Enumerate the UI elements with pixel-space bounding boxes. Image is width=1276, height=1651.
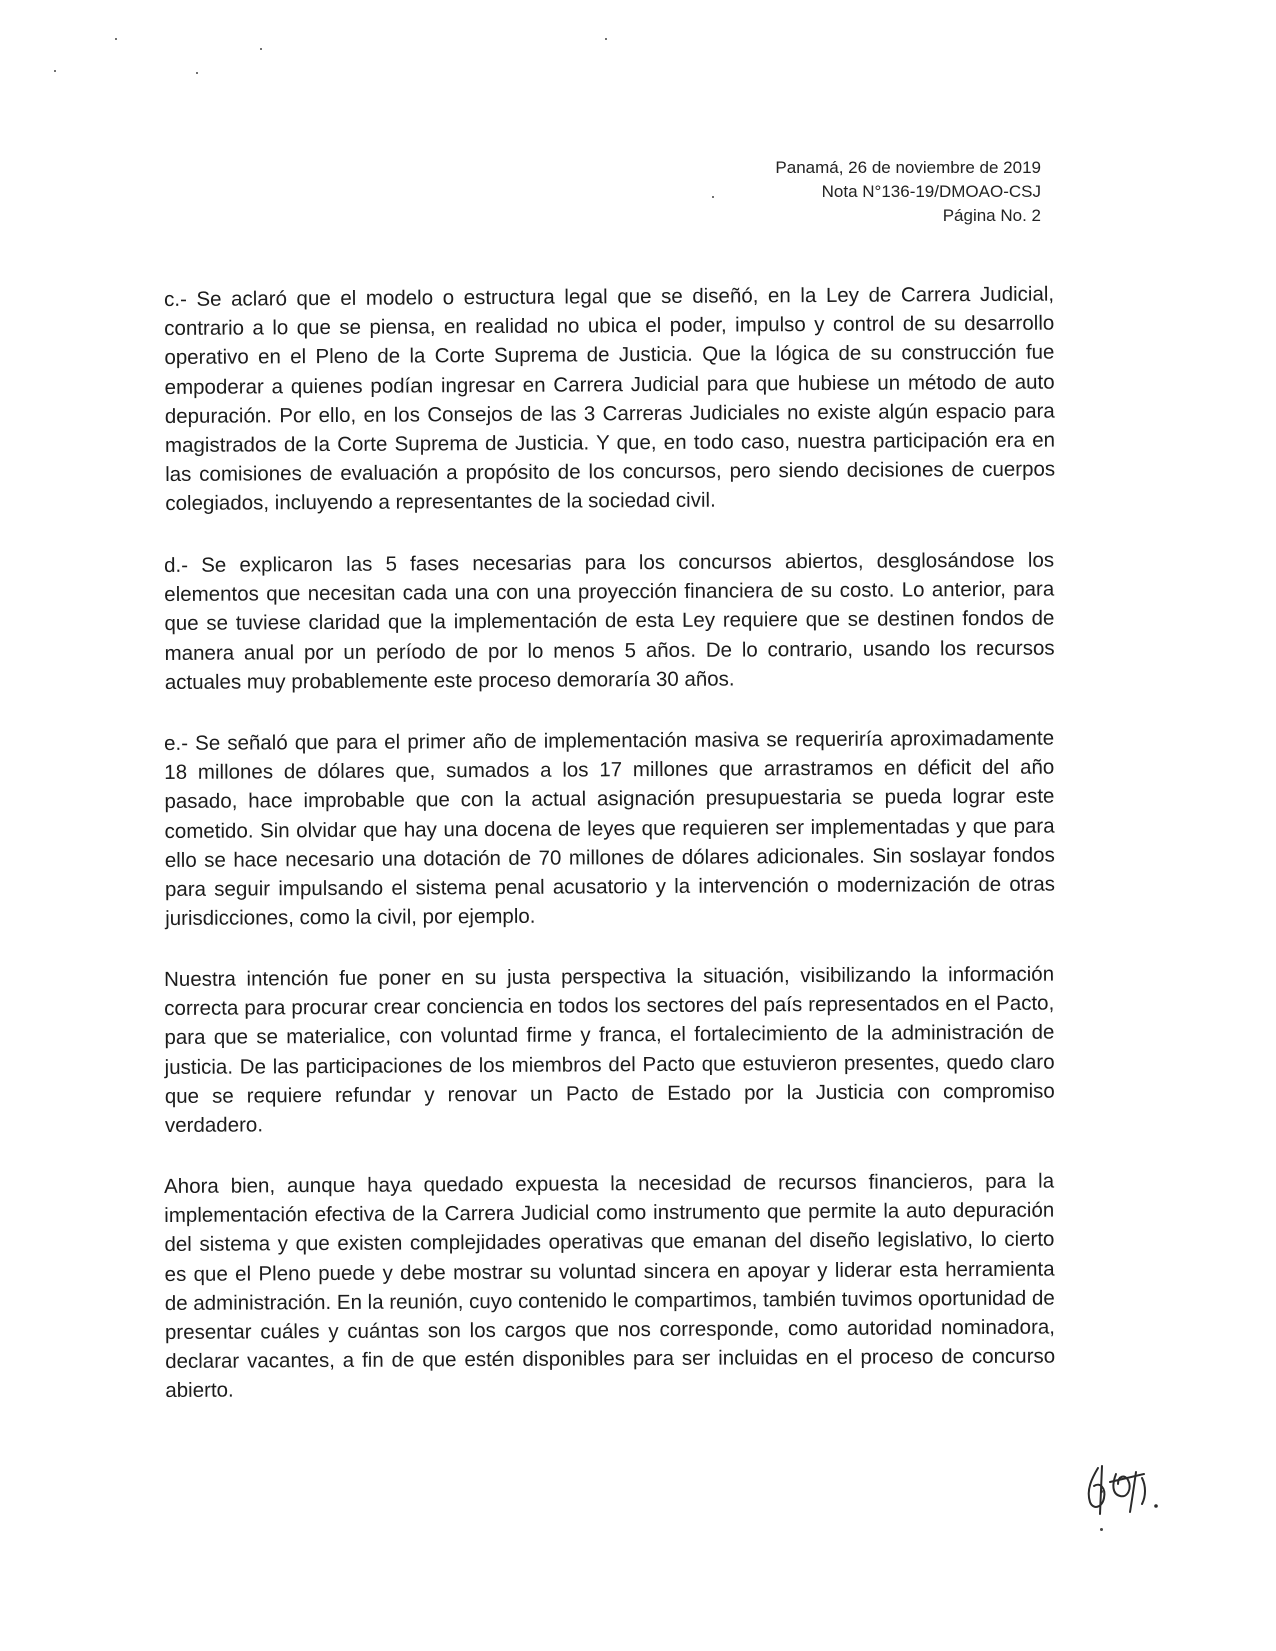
paragraph-c: c.- Se aclaró que el modelo o estructura legal que se diseñó, en la Ley de Carrera Judicial, contrario a lo que se piensa, en realidad no ubica el poder, impulso y control de su desarrollo operativo en el Pleno de la Corte Suprema de Justicia. Que la lógica de su construcción fue empoderar a quienes podían ingresar en Carrera Judicial para que hubiese un método de auto depuración. Por ello, en los Consejos de las 3 Carreras Judiciales no existe algún espacio para magistrados de la Corte Suprema de Justicia. Y que, en todo caso, nuestra participación era en las comisiones de evaluación a propósito de los concursos, pero siendo decisiones de cuerpos colegiados, incluyendo a representantes de la sociedad civil. [164,282,1056,516]
paragraph-e: e.- Se señaló que para el primer año de implementación masiva se requeriría aproximadamente 18 millones de dólares que, sumados a los 17 millones que arrastramos en déficit del año pasado, hace improbable que con la actual asignación presupuestaria se pueda lograr este cometido. Sin olvidar que hay una docena de leyes que requieren ser implementadas y que para ello se hace necesario una dotación de 70 millones de dólares adicionales. Sin soslayar fondos para seguir impulsando el sistema penal acusatorio y la intervención o modernización de otras jurisdicciones, como la civil, por ejemplo. [164,726,1056,930]
paragraph-d: d.- Se explicaron las 5 fases necesarias para los concursos abiertos, desglosándose los elementos que necesitan cada una con una proyección financiera de su costo. Lo anterior, para que se tuviese claridad que la implementación de esta Ley requiere que se destinen fondos de manera anual por un período de por lo menos 5 años. De lo contrario, usando los recursos actuales muy probablemente este proceso demoraría 30 años. [164,548,1055,694]
scan-speck [115,38,117,40]
scan-speck [1100,1528,1103,1531]
letter-header [775,156,1041,228]
letter-body [164,282,1056,1438]
page-number: Página No. 2 [942,206,1041,225]
scan-speck [196,72,198,74]
scan-speck [605,38,607,40]
handwritten-initials-signature [1080,1460,1170,1520]
paragraph-intention: Nuestra intención fue poner en su justa perspectiva la situación, visibilizando la información correcta para procurar crear conciencia en todos los sectores del país representados en el Pacto, para que se materialice, con voluntad firme y franca, el fortalecimiento de la administración de justicia. De las participaciones de los miembros del Pacto que estuvieron presentes, quedo claro que se requiere refundar y renovar un Pacto de Estado por la Justicia con compromiso verdadero. [164,962,1055,1138]
scan-speck [260,48,262,50]
place-date: Panamá, 26 de noviembre de 2019 [775,158,1041,177]
note-number: Nota N°136-19/DMOAO-CSJ [821,182,1041,201]
paragraph-resources: Ahora bien, aunque haya quedado expuesta la necesidad de recursos financieros, para la implementación efectiva de la Carrera Judicial como instrumento que permite la auto depuración del sistema y que existen complejidades operativas que emanan del diseño legislativo, lo cierto es que el Pleno puede y debe mostrar su voluntad sincera en apoyar y liderar esta herramienta de administración. En la reunión, cuyo contenido le compartimos, también tuvimos oportunidad de presentar cuáles y cuántas son los cargos que nos corresponde, como autoridad nominadora, declarar vacantes, a fin de que estén disponibles para ser incluidas en el proceso de concurso abierto. [164,1169,1056,1403]
scan-speck [54,70,56,72]
scan-speck [712,196,714,198]
